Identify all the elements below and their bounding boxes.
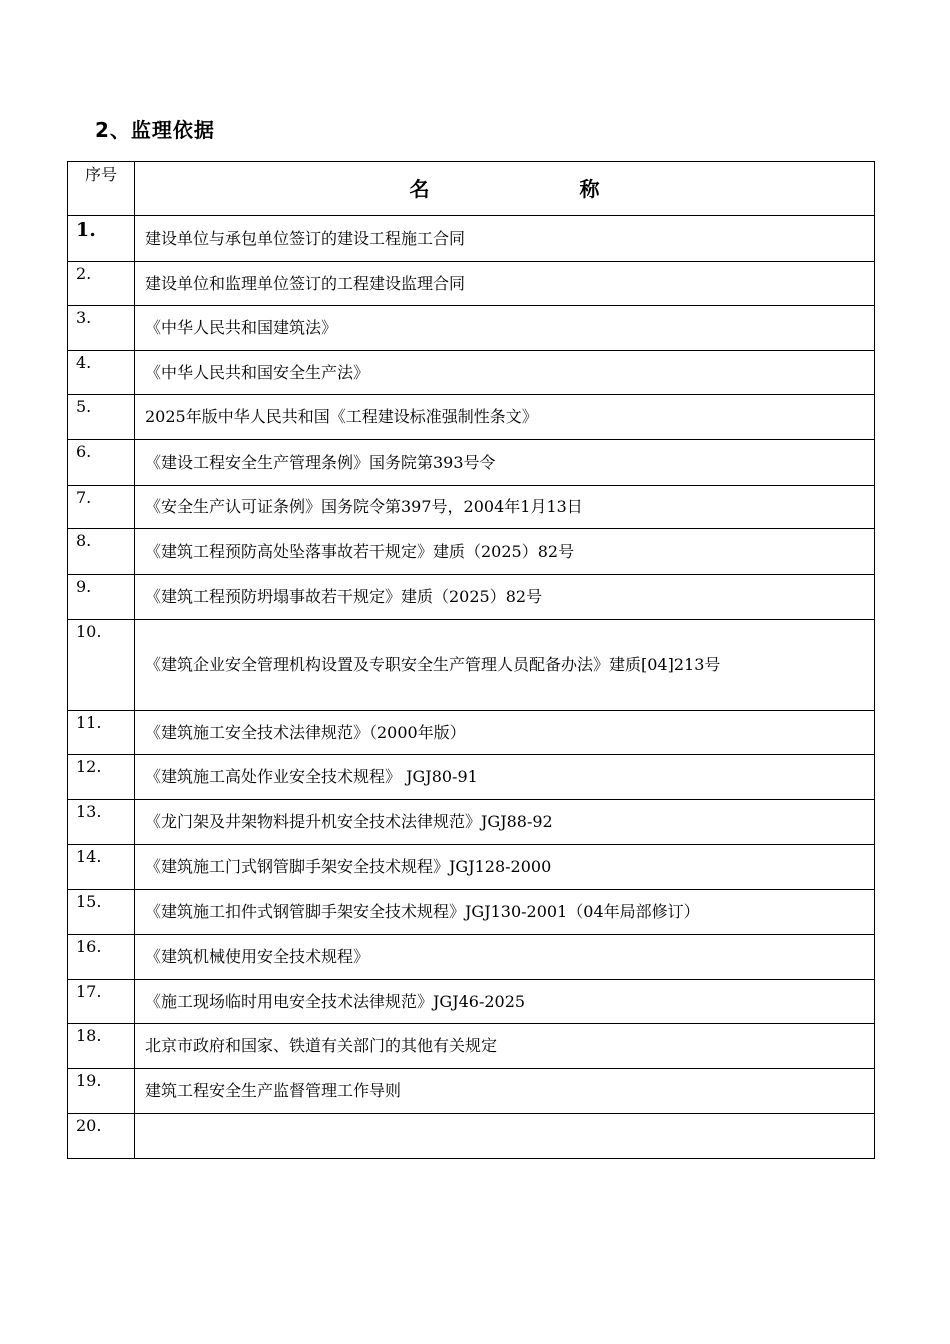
row-name: 2025年版中华人民共和国《工程建设标准强制性条文》	[135, 395, 875, 440]
header-name-right: 称	[579, 176, 600, 201]
row-name	[135, 1114, 875, 1159]
table-row	[68, 216, 875, 262]
table-row	[68, 351, 875, 395]
table-row	[68, 575, 875, 620]
row-no: 16.	[68, 935, 135, 980]
header-no: 序号	[68, 162, 135, 216]
row-no: 17.	[68, 980, 135, 1024]
row-name: 《建筑施工安全技术法律规范》（2000年版）	[135, 711, 875, 755]
row-name: 《施工现场临时用电安全技术法律规范》JGJ46-2025	[135, 980, 875, 1024]
row-name: 《建设工程安全生产管理条例》国务院第393号令	[135, 440, 875, 486]
table-row	[68, 529, 875, 575]
row-no: 8.	[68, 529, 135, 575]
table-row	[68, 980, 875, 1024]
row-no: 20.	[68, 1114, 135, 1159]
row-no: 14.	[68, 845, 135, 890]
header-name	[135, 162, 875, 216]
table-row	[68, 1024, 875, 1069]
row-no: 11.	[68, 711, 135, 755]
row-no: 15.	[68, 890, 135, 935]
row-no: 6.	[68, 440, 135, 486]
table-row	[68, 800, 875, 845]
row-no: 9.	[68, 575, 135, 620]
row-name: 《建筑工程预防高处坠落事故若干规定》建质（2025）82号	[135, 529, 875, 575]
row-name: 《建筑施工扣件式钢管脚手架安全技术规程》JGJ130-2001（04年局部修订）	[135, 890, 875, 935]
table-row	[68, 1114, 875, 1159]
table-row	[68, 845, 875, 890]
row-name: 《中华人民共和国安全生产法》	[135, 351, 875, 395]
row-name: 《建筑施工高处作业安全技术规程》 JGJ80-91	[135, 755, 875, 800]
table-row	[68, 440, 875, 486]
row-no: 4.	[68, 351, 135, 395]
row-name: 北京市政府和国家、铁道有关部门的其他有关规定	[135, 1024, 875, 1069]
row-name: 建设单位和监理单位签订的工程建设监理合同	[135, 262, 875, 306]
row-name: 《中华人民共和国建筑法》	[135, 306, 875, 351]
section-heading: 2、监理依据	[95, 118, 215, 142]
row-no: 2.	[68, 262, 135, 306]
row-name: 《龙门架及井架物料提升机安全技术法律规范》JGJ88-92	[135, 800, 875, 845]
basis-table	[67, 161, 875, 1159]
row-name: 建筑工程安全生产监督管理工作导则	[135, 1069, 875, 1114]
row-no: 12.	[68, 755, 135, 800]
table-row	[68, 306, 875, 351]
table-row	[68, 395, 875, 440]
row-no: 1.	[68, 216, 135, 262]
row-no: 13.	[68, 800, 135, 845]
row-no: 7.	[68, 486, 135, 529]
table-row	[68, 890, 875, 935]
row-name: 《建筑工程预防坍塌事故若干规定》建质（2025）82号	[135, 575, 875, 620]
row-no: 19.	[68, 1069, 135, 1114]
row-no: 5.	[68, 395, 135, 440]
table-row	[68, 262, 875, 306]
table-row	[68, 486, 875, 529]
row-name: 建设单位与承包单位签订的建设工程施工合同	[135, 216, 875, 262]
table-header-row	[68, 162, 875, 216]
table-row	[68, 620, 875, 711]
header-name-left: 名	[409, 176, 430, 201]
row-name: 《建筑企业安全管理机构设置及专职安全生产管理人员配备办法》建质[04]213号	[135, 620, 875, 711]
table-row	[68, 1069, 875, 1114]
table-row	[68, 755, 875, 800]
row-no: 10.	[68, 620, 135, 711]
table-row	[68, 711, 875, 755]
row-no: 3.	[68, 306, 135, 351]
row-name: 《建筑机械使用安全技术规程》	[135, 935, 875, 980]
row-name: 《建筑施工门式钢管脚手架安全技术规程》JGJ128-2000	[135, 845, 875, 890]
row-name: 《安全生产认可证条例》国务院令第397号，2004年1月13日	[135, 486, 875, 529]
row-no: 18.	[68, 1024, 135, 1069]
table-row	[68, 935, 875, 980]
